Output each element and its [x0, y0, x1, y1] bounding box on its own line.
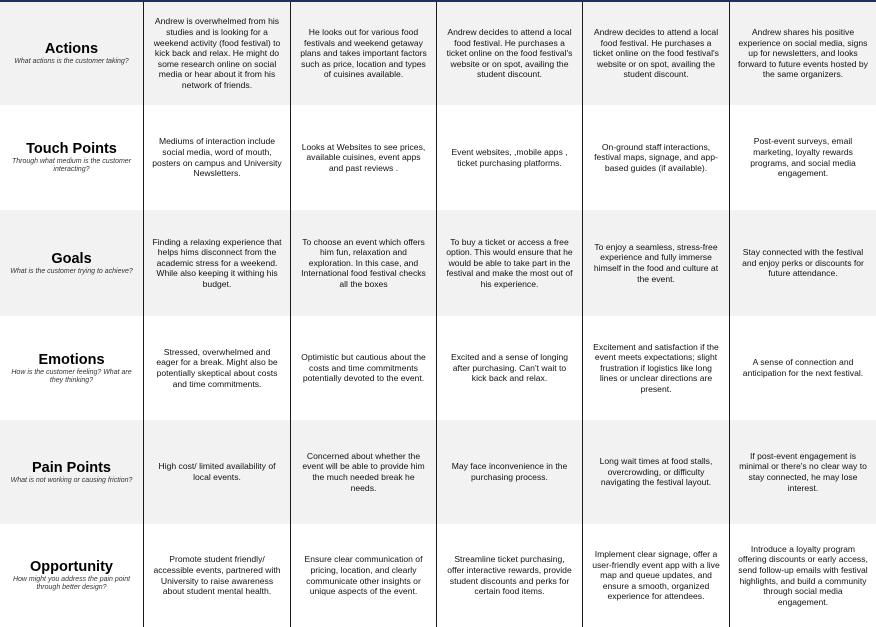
journey-cell: Event websites, ,mobile apps , ticket purchasing platforms. [437, 105, 583, 210]
journey-cell: High cost/ limited availability of local events. [144, 420, 291, 524]
row-label-touch-points [0, 105, 144, 210]
row-subtitle: What is not working or causing friction? [10, 476, 133, 484]
journey-cell: Mediums of interaction include social media, word of mouth, posters on campus and University Newsletters. [144, 105, 291, 210]
journey-cell: He looks out for various food festivals and weekend getaway plans and takes important factors such as price, location and types of cuisines available. [291, 2, 437, 105]
customer-journey-map [0, 2, 876, 627]
journey-cell: If post-event engagement is minimal or there's no clear way to stay connected, he may lose interest. [730, 420, 876, 524]
journey-cell: Finding a relaxing experience that helps hims disconnect from the academic stress for a weekend. While also keeping it withing his budget. [144, 210, 291, 316]
journey-cell: Post-event surveys, email marketing, loyalty rewards programs, and social media engagement. [730, 105, 876, 210]
journey-cell: Long wait times at food stalls, overcrowding, or difficulty navigating the festival layout. [583, 420, 730, 524]
journey-cell: Andrew shares his positive experience on social media, signs up for newsletters, and looks forward to future events hosted by the same organizers. [730, 2, 876, 105]
row-label-pain-points [0, 420, 144, 524]
row-subtitle: What actions is the customer taking? [14, 58, 129, 65]
journey-cell: Concerned about whether the event will be able to provide him the much needed break he needs. [291, 420, 437, 524]
journey-cell: On-ground staff interactions, festival maps, signage, and app-based guides (if available). [583, 105, 730, 210]
row-title: Emotions [38, 351, 105, 368]
journey-cell: Excitement and satisfaction if the event meets expectations; slight frustration if logistics like long lines or unclear directions are present. [583, 316, 730, 420]
row-label-opportunity [0, 524, 144, 627]
row-label-goals [0, 210, 144, 316]
row-subtitle: What is the customer trying to achieve? [10, 267, 133, 275]
row-title: Opportunity [30, 559, 113, 575]
journey-cell: To choose an event which offers him fun, relaxation and exploration. In this case, and International food festival checks all the boxes [291, 210, 437, 316]
journey-cell: Looks at Websites to see prices, available cuisines, event apps and past reviews . [291, 105, 437, 210]
journey-cell: To enjoy a seamless, stress-free experience and fully immerse himself in the food and culture at the event. [583, 210, 730, 316]
row-subtitle: How might you address the pain point through better design? [12, 576, 131, 591]
journey-cell: Andrew decides to attend a local food festival. He purchases a ticket online on the food festival's website or on spot, availing the student discount. [583, 2, 730, 105]
journey-cell: To buy a ticket or access a free option. This would ensure that he would be able to take part in the festival and make the most out of his experience. [437, 210, 583, 316]
journey-cell: Stay connected with the festival and enjoy perks or discounts for future attendance. [730, 210, 876, 316]
journey-cell: Introduce a loyalty program offering discounts or early access, send follow-up emails with festival highlights, and build a community through social media engagement. [730, 524, 876, 627]
row-title: Goals [51, 250, 92, 267]
row-title: Pain Points [32, 459, 111, 476]
row-label-actions [0, 2, 144, 105]
journey-cell: Implement clear signage, offer a user-friendly event app with a live map and queue updates, and ensure a smooth, organized experience for attendees. [583, 524, 730, 627]
journey-cell: Optimistic but cautious about the costs and time commitments potentially devoted to the event. [291, 316, 437, 420]
journey-cell: Ensure clear communication of pricing, location, and clearly communicate other insights or unique aspects of the event. [291, 524, 437, 627]
row-subtitle: Through what medium is the customer interacting? [11, 158, 132, 173]
journey-cell: Promote student friendly/ accessible events, partnered with University to raise awareness about student mental health. [144, 524, 291, 627]
journey-cell: Andrew is overwhelmed from his studies and is looking for a weekend activity (food festival) to kick back and relax. He might do some research online on social media or hear about it from his network of friends. [144, 2, 291, 105]
journey-cell: A sense of connection and anticipation for the next festival. [730, 316, 876, 420]
row-label-emotions [0, 316, 144, 420]
row-subtitle: How is the customer feeling? What are they thinking? [11, 368, 132, 384]
journey-cell: Andrew decides to attend a local food festival. He purchases a ticket online on the food festival's website or on spot, availing the student discount. [437, 2, 583, 105]
row-title: Actions [44, 41, 99, 57]
row-title: Touch Points [26, 141, 117, 157]
journey-cell: Streamline ticket purchasing, offer interactive rewards, provide student discounts and perks for certain food items. [437, 524, 583, 627]
journey-cell: Stressed, overwhelmed and eager for a break. Might also be potentially skeptical about costs and time commitments. [144, 316, 291, 420]
journey-cell: May face inconvenience in the purchasing process. [437, 420, 583, 524]
journey-cell: Excited and a sense of longing after purchasing. Can't wait to kick back and relax. [437, 316, 583, 420]
